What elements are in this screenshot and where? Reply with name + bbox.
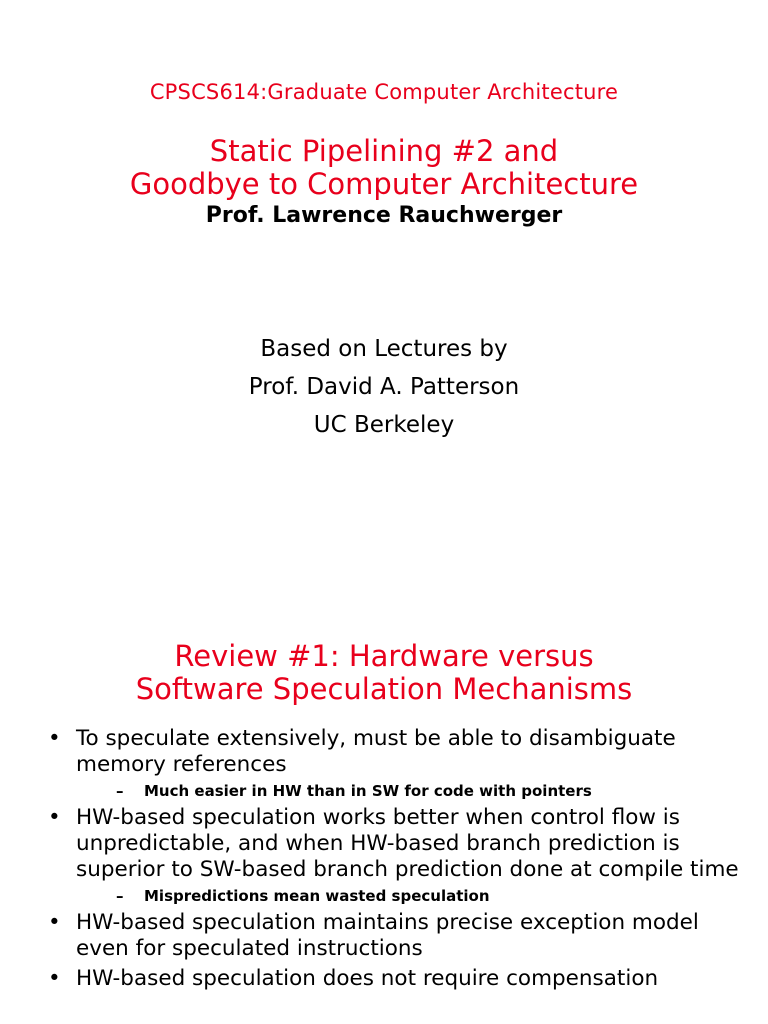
sub-bullet	[104, 886, 753, 906]
review-title-line1: Review #1: Hardware versus	[174, 639, 594, 673]
course-title: CPSCS614:Graduate Computer Architecture	[149, 80, 619, 104]
bullet-text: HW-based speculation works better when control flow is unpredictable, and when HW-based branch prediction is superior to SW-based branch prediction done at compile time	[76, 805, 739, 882]
lecture-title-line2: Goodbye to Computer Architecture	[129, 167, 639, 201]
credits-line1: Based on Lectures by	[260, 336, 508, 362]
sub-bullet	[104, 781, 753, 801]
professor-prefix: Prof.	[205, 203, 265, 228]
sub-bullet-dash: –	[116, 887, 124, 905]
review-title-line2: Software Speculation Mechanisms	[135, 672, 633, 706]
lecture-title	[0, 135, 768, 201]
bullet-text: HW-based speculation does not require compensation	[76, 966, 659, 991]
sub-bullet-text: Much easier in HW than in SW for code with pointers	[144, 782, 592, 800]
credits-line3: UC Berkeley	[313, 412, 455, 438]
bullet-dot: •	[48, 910, 61, 935]
review-slide	[0, 600, 768, 1024]
professor-fullname: Lawrence Rauchwerger	[272, 203, 563, 228]
lecture-title-line1: Static Pipelining #2 and	[209, 134, 559, 168]
bullet-item	[48, 726, 753, 801]
credits-line2: Prof. David A. Patterson	[248, 374, 520, 400]
bullet-dot: •	[48, 805, 61, 830]
bullet-item	[48, 910, 753, 962]
professor-name	[0, 203, 768, 228]
bullet-item	[48, 805, 753, 906]
bullet-dot: •	[48, 726, 61, 751]
review-title	[0, 640, 768, 706]
bullet-dot: •	[48, 966, 61, 991]
sub-bullet-dash: –	[116, 782, 124, 800]
credits	[0, 330, 768, 444]
bullet-item	[48, 966, 753, 992]
bullet-text: To speculate extensively, must be able to disambiguate memory references	[76, 726, 676, 777]
bullet-text: HW-based speculation maintains precise exception model even for speculated instructions	[76, 910, 699, 961]
sub-bullet-text: Mispredictions mean wasted speculation	[144, 887, 490, 905]
bullet-list	[48, 726, 753, 996]
